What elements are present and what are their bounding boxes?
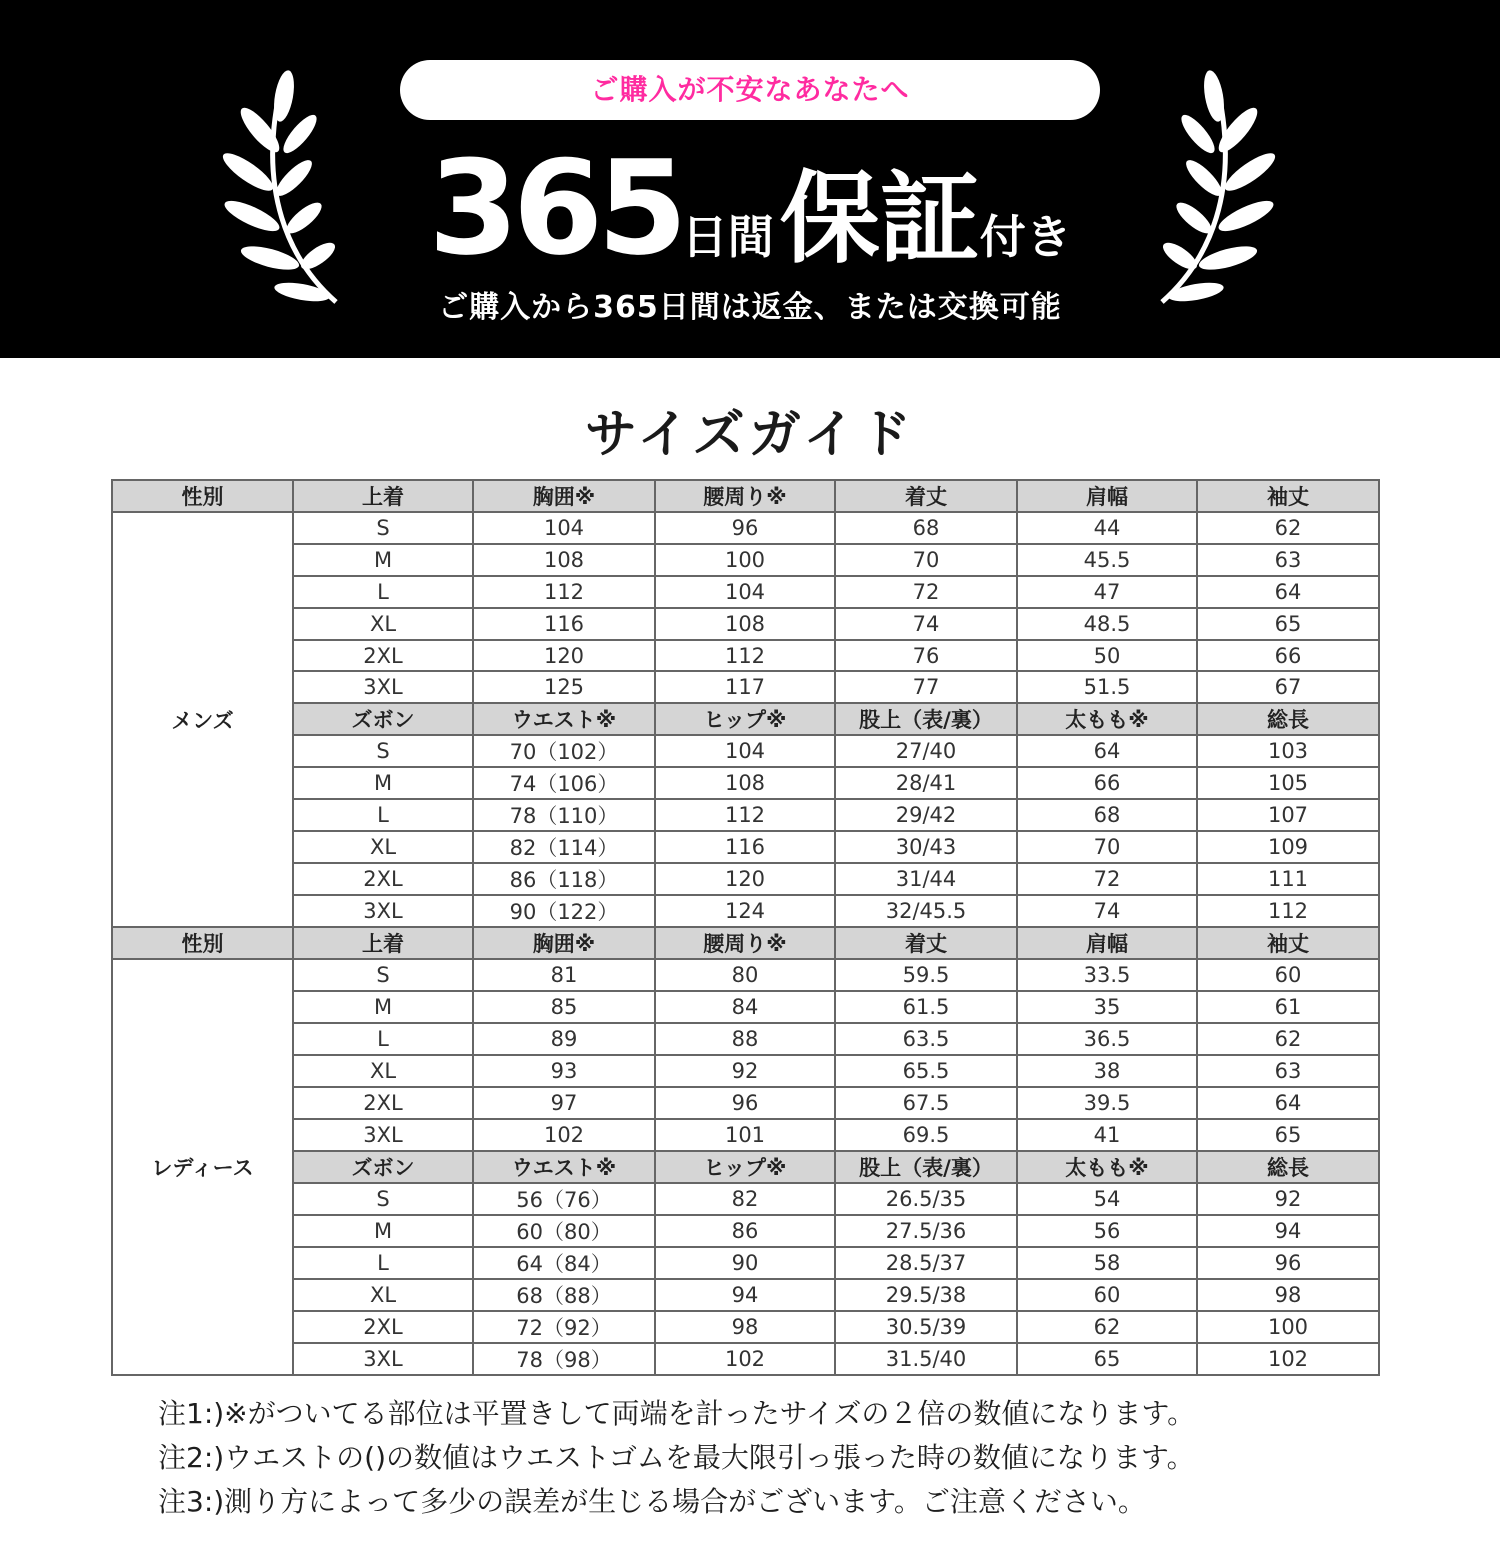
table-cell: 125 <box>473 671 655 703</box>
guarantee-banner <box>0 0 1500 358</box>
table-cell: 100 <box>655 544 835 576</box>
note-line: 注3:)測り方によって多少の誤差が生じる場合がございます。ご注意ください。 <box>158 1485 1146 1518</box>
table-row <box>112 863 1379 895</box>
table-cell: 101 <box>655 1119 835 1151</box>
table-cell: 68 <box>1017 799 1197 831</box>
table-cell: L <box>293 576 473 608</box>
note-line: 注2:)ウエストの()の数値はウエストゴムを最大限引っ張った時の数値になります。 <box>158 1441 1195 1474</box>
table-cell: 65.5 <box>835 1055 1017 1087</box>
table-cell: 84 <box>655 991 835 1023</box>
table-cell: S <box>293 735 473 767</box>
table-cell: S <box>293 512 473 544</box>
table-cell: L <box>293 1023 473 1055</box>
table-cell: 65 <box>1197 1119 1379 1151</box>
table-cell: 2XL <box>293 640 473 672</box>
table-cell: 72（92） <box>473 1311 655 1343</box>
table-cell: 45.5 <box>1017 544 1197 576</box>
table-cell: 61.5 <box>835 991 1017 1023</box>
table-cell: 62 <box>1197 512 1379 544</box>
column-header: 総長 <box>1197 1151 1379 1183</box>
table-cell: 28/41 <box>835 767 1017 799</box>
table-cell: 32/45.5 <box>835 895 1017 927</box>
table-cell: 3XL <box>293 1119 473 1151</box>
table-cell: 89 <box>473 1023 655 1055</box>
table-cell: 33.5 <box>1017 959 1197 991</box>
table-cell: 77 <box>835 671 1017 703</box>
table-cell: 104 <box>473 512 655 544</box>
table-cell: M <box>293 767 473 799</box>
table-cell: 90（122） <box>473 895 655 927</box>
table-cell: 2XL <box>293 1311 473 1343</box>
table-cell: 108 <box>655 767 835 799</box>
table-cell: M <box>293 1215 473 1247</box>
table-row <box>112 735 1379 767</box>
table-cell: 31.5/40 <box>835 1343 1017 1375</box>
banner-pill: ご購入が不安なあなたへ <box>400 60 1100 120</box>
table-cell: 124 <box>655 895 835 927</box>
table-cell: 92 <box>655 1055 835 1087</box>
headline-guarantee: 保証 <box>779 160 980 277</box>
table-cell: 116 <box>655 831 835 863</box>
notes <box>158 1392 1458 1524</box>
table-row <box>112 959 1379 991</box>
table-cell: 105 <box>1197 767 1379 799</box>
table-cell: 35 <box>1017 991 1197 1023</box>
table-cell: 90 <box>655 1247 835 1279</box>
gender-header: 性別 <box>112 480 293 512</box>
table-cell: 109 <box>1197 831 1379 863</box>
table-cell: 102 <box>473 1119 655 1151</box>
column-header: 着丈 <box>835 927 1017 959</box>
table-cell: 94 <box>655 1279 835 1311</box>
table-cell: 112 <box>473 576 655 608</box>
table-cell: 70 <box>1017 831 1197 863</box>
column-header: 肩幅 <box>1017 927 1197 959</box>
table-cell: 27.5/36 <box>835 1215 1017 1247</box>
table-cell: 112 <box>655 799 835 831</box>
table-cell: 94 <box>1197 1215 1379 1247</box>
column-header: ウエスト※ <box>473 1151 655 1183</box>
table-cell: 65 <box>1197 608 1379 640</box>
table-cell: 98 <box>655 1311 835 1343</box>
table-cell: 98 <box>1197 1279 1379 1311</box>
headline-attached: 付き <box>979 210 1072 264</box>
column-header: 胸囲※ <box>473 480 655 512</box>
table-cell: 112 <box>1197 895 1379 927</box>
headline-days-unit: 日間 <box>681 210 774 264</box>
table-cell: S <box>293 1183 473 1215</box>
table-row <box>112 1215 1379 1247</box>
table-cell: 70（102） <box>473 735 655 767</box>
table-row <box>112 991 1379 1023</box>
table-row <box>112 512 1379 544</box>
table-cell: 103 <box>1197 735 1379 767</box>
table-row <box>112 767 1379 799</box>
table-cell: M <box>293 544 473 576</box>
table-cell: 72 <box>1017 863 1197 895</box>
table-cell: 92 <box>1197 1183 1379 1215</box>
table-row <box>112 1279 1379 1311</box>
table-cell: 47 <box>1017 576 1197 608</box>
size-guide-title: サイズガイド <box>584 405 916 465</box>
table-cell: 50 <box>1017 640 1197 672</box>
table-cell: 102 <box>1197 1343 1379 1375</box>
table-cell: 29.5/38 <box>835 1279 1017 1311</box>
table-cell: 78（110） <box>473 799 655 831</box>
table-cell: 108 <box>473 544 655 576</box>
table-cell: 111 <box>1197 863 1379 895</box>
table-cell: 36.5 <box>1017 1023 1197 1055</box>
table-cell: 96 <box>655 1087 835 1119</box>
column-header: ズボン <box>293 703 473 735</box>
table-row <box>112 1183 1379 1215</box>
column-header: 股上（表/裏） <box>835 1151 1017 1183</box>
column-header: 腰周り※ <box>655 927 835 959</box>
table-cell: 27/40 <box>835 735 1017 767</box>
table-row <box>112 608 1379 640</box>
table-cell: 102 <box>655 1343 835 1375</box>
table-row <box>112 544 1379 576</box>
table-cell: 3XL <box>293 895 473 927</box>
table-row <box>112 1055 1379 1087</box>
table-cell: 41 <box>1017 1119 1197 1151</box>
table-cell: 67 <box>1197 671 1379 703</box>
table-cell: XL <box>293 608 473 640</box>
table-row <box>112 831 1379 863</box>
table-cell: 60 <box>1197 959 1379 991</box>
table-cell: 93 <box>473 1055 655 1087</box>
table-cell: 74 <box>835 608 1017 640</box>
table-cell: 120 <box>473 640 655 672</box>
table-row <box>112 1247 1379 1279</box>
table-row <box>112 576 1379 608</box>
table-cell: 38 <box>1017 1055 1197 1087</box>
guarantee-headline <box>300 132 1200 284</box>
table-row <box>112 1023 1379 1055</box>
column-header: 袖丈 <box>1197 927 1379 959</box>
table-cell: 2XL <box>293 863 473 895</box>
table-cell: 3XL <box>293 1343 473 1375</box>
table-cell: 59.5 <box>835 959 1017 991</box>
table-cell: L <box>293 1247 473 1279</box>
column-header: 総長 <box>1197 703 1379 735</box>
table-cell: 116 <box>473 608 655 640</box>
table-cell: 86（118） <box>473 863 655 895</box>
table-cell: M <box>293 991 473 1023</box>
headline-days: 365 <box>428 132 682 284</box>
table-cell: 64 <box>1197 1087 1379 1119</box>
column-header: 腰周り※ <box>655 480 835 512</box>
table-cell: 100 <box>1197 1311 1379 1343</box>
table-cell: 81 <box>473 959 655 991</box>
column-header: 太もも※ <box>1017 1151 1197 1183</box>
table-cell: 66 <box>1017 767 1197 799</box>
table-cell: 117 <box>655 671 835 703</box>
table-cell: 51.5 <box>1017 671 1197 703</box>
column-header: 上着 <box>293 927 473 959</box>
table-cell: 63 <box>1197 1055 1379 1087</box>
table-cell: 82 <box>655 1183 835 1215</box>
table-cell: 60 <box>1017 1279 1197 1311</box>
table-cell: 64（84） <box>473 1247 655 1279</box>
note-line: 注1:)※がついてる部位は平置きして両端を計ったサイズの２倍の数値になります。 <box>158 1397 1196 1430</box>
table-cell: L <box>293 799 473 831</box>
column-header: ズボン <box>293 1151 473 1183</box>
table-cell: 39.5 <box>1017 1087 1197 1119</box>
table-cell: XL <box>293 1055 473 1087</box>
size-table <box>111 479 1380 1376</box>
table-cell: 54 <box>1017 1183 1197 1215</box>
table-cell: 68（88） <box>473 1279 655 1311</box>
table-cell: 64 <box>1197 576 1379 608</box>
table-cell: 62 <box>1017 1311 1197 1343</box>
table-cell: 108 <box>655 608 835 640</box>
table-cell: 74（106） <box>473 767 655 799</box>
table-cell: 3XL <box>293 671 473 703</box>
table-cell: 44 <box>1017 512 1197 544</box>
column-header: 太もも※ <box>1017 703 1197 735</box>
table-cell: 58 <box>1017 1247 1197 1279</box>
table-cell: 62 <box>1197 1023 1379 1055</box>
table-cell: 65 <box>1017 1343 1197 1375</box>
table-cell: 68 <box>835 512 1017 544</box>
table-cell: 88 <box>655 1023 835 1055</box>
table-cell: 60（80） <box>473 1215 655 1247</box>
table-cell: 97 <box>473 1087 655 1119</box>
table-row <box>112 1087 1379 1119</box>
table-cell: 64 <box>1017 735 1197 767</box>
banner-subline: ご購入から365日間は返金、または交換可能 <box>438 290 1062 325</box>
table-cell: 107 <box>1197 799 1379 831</box>
table-cell: 67.5 <box>835 1087 1017 1119</box>
table-cell: 120 <box>655 863 835 895</box>
table-cell: 28.5/37 <box>835 1247 1017 1279</box>
table-row <box>112 1311 1379 1343</box>
table-cell: 96 <box>655 512 835 544</box>
gender-label: レディース <box>112 959 293 1374</box>
table-row <box>112 1343 1379 1375</box>
table-row <box>112 1119 1379 1151</box>
table-subheader-row <box>112 1151 1379 1183</box>
table-cell: 48.5 <box>1017 608 1197 640</box>
column-header: 胸囲※ <box>473 927 655 959</box>
table-cell: 86 <box>655 1215 835 1247</box>
table-cell: 112 <box>655 640 835 672</box>
table-row <box>112 671 1379 703</box>
column-header: 肩幅 <box>1017 480 1197 512</box>
column-header: 股上（表/裏） <box>835 703 1017 735</box>
table-cell: 31/44 <box>835 863 1017 895</box>
table-cell: 80 <box>655 959 835 991</box>
table-cell: 61 <box>1197 991 1379 1023</box>
table-header-row <box>112 480 1379 512</box>
table-row <box>112 799 1379 831</box>
column-header: ウエスト※ <box>473 703 655 735</box>
table-cell: 96 <box>1197 1247 1379 1279</box>
gender-label: メンズ <box>112 512 293 927</box>
gender-header: 性別 <box>112 927 293 959</box>
table-row <box>112 895 1379 927</box>
table-cell: 29/42 <box>835 799 1017 831</box>
table-cell: 56 <box>1017 1215 1197 1247</box>
size-table-body <box>112 480 1379 1375</box>
table-cell: 66 <box>1197 640 1379 672</box>
table-cell: 72 <box>835 576 1017 608</box>
table-cell: 76 <box>835 640 1017 672</box>
table-cell: 74 <box>1017 895 1197 927</box>
table-cell: 78（98） <box>473 1343 655 1375</box>
table-cell: 63 <box>1197 544 1379 576</box>
table-cell: XL <box>293 1279 473 1311</box>
table-cell: 30/43 <box>835 831 1017 863</box>
table-cell: 85 <box>473 991 655 1023</box>
table-cell: 69.5 <box>835 1119 1017 1151</box>
table-cell: 63.5 <box>835 1023 1017 1055</box>
table-cell: 82（114） <box>473 831 655 863</box>
column-header: ヒップ※ <box>655 1151 835 1183</box>
table-header-row <box>112 927 1379 959</box>
table-cell: 30.5/39 <box>835 1311 1017 1343</box>
table-cell: 56（76） <box>473 1183 655 1215</box>
column-header: 上着 <box>293 480 473 512</box>
column-header: ヒップ※ <box>655 703 835 735</box>
table-cell: S <box>293 959 473 991</box>
table-row <box>112 640 1379 672</box>
table-cell: 104 <box>655 735 835 767</box>
table-cell: 104 <box>655 576 835 608</box>
column-header: 袖丈 <box>1197 480 1379 512</box>
table-subheader-row <box>112 703 1379 735</box>
table-cell: 26.5/35 <box>835 1183 1017 1215</box>
table-cell: 70 <box>835 544 1017 576</box>
column-header: 着丈 <box>835 480 1017 512</box>
table-cell: 2XL <box>293 1087 473 1119</box>
table-cell: XL <box>293 831 473 863</box>
